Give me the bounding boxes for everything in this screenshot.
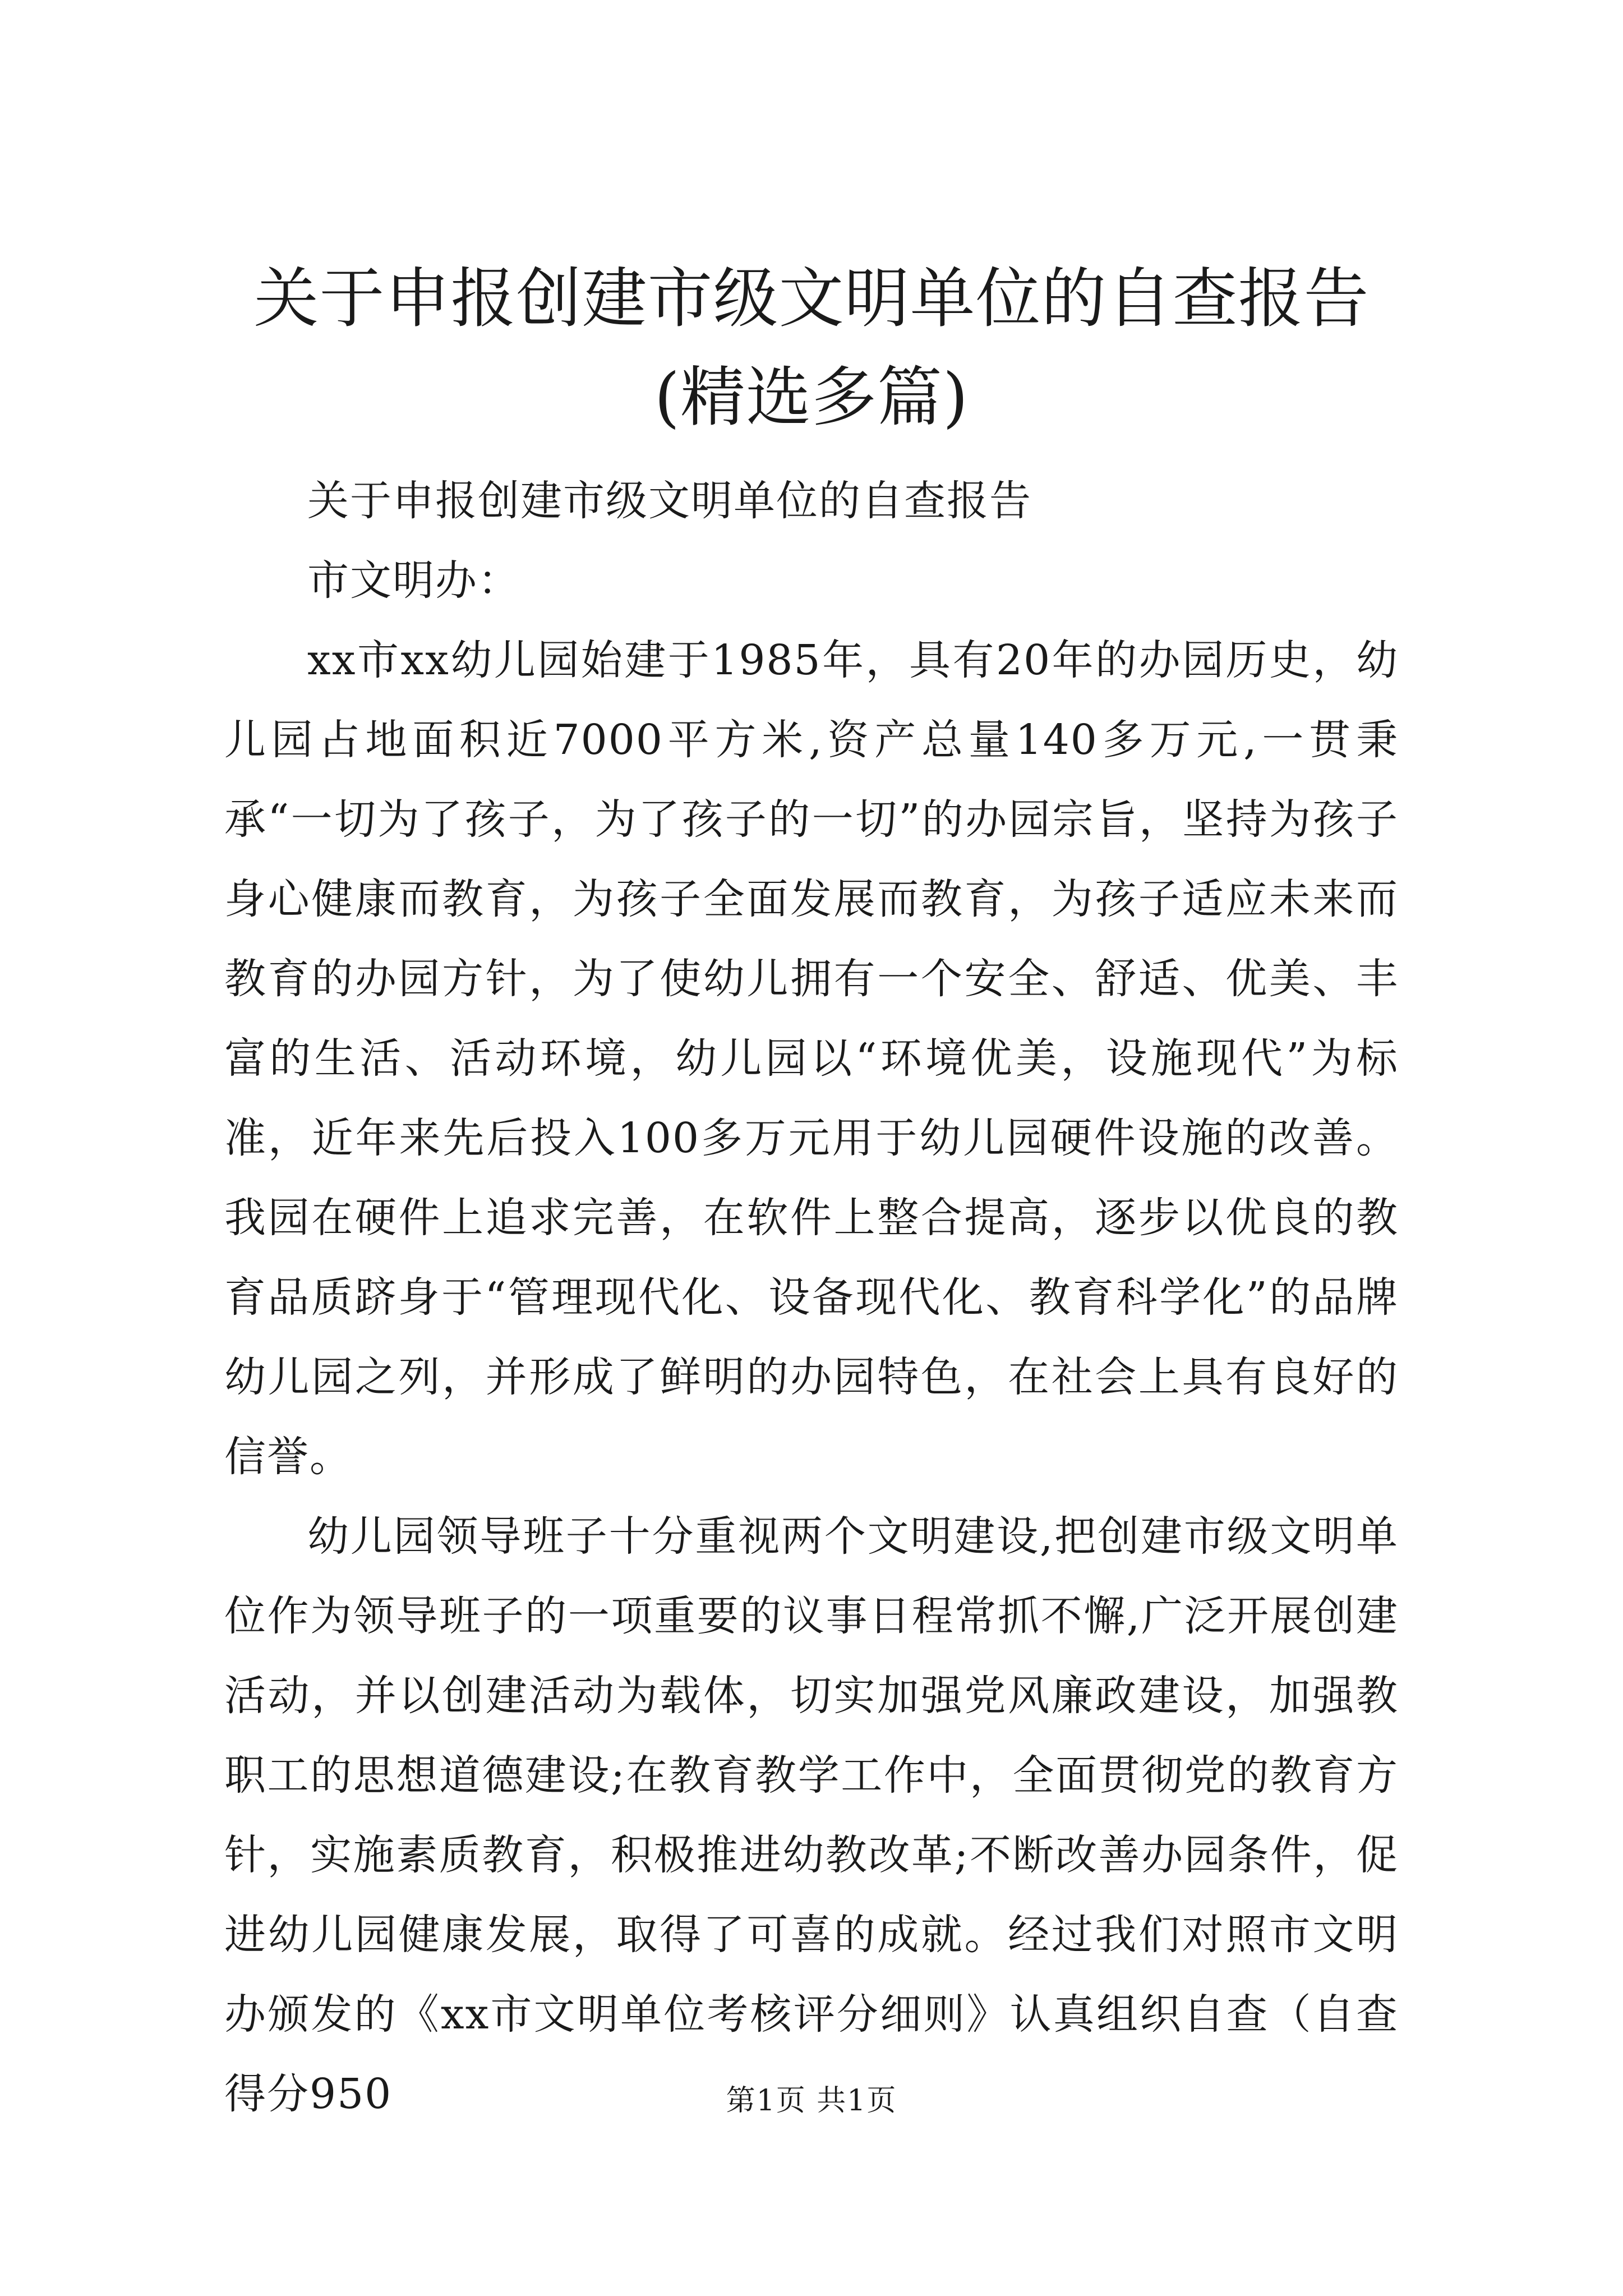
page-number-label: 第1页 共1页 (726, 2084, 897, 2118)
paragraph-introduction: xx市xx幼儿园始建于1985年，具有20年的办园历史，幼儿园占地面积近7000平方米,资产总量140多万元,一贯秉承“一切为了孩子，为了孩子的一切”的办园宗旨，坚持为孩子身心健康而教育，为孩子全面发展而教育，为孩子适应未来而教育的办园方针，为了使幼儿拥有一个安全、舒适、优美、丰富的生活、活动环境，幼儿园以“环境优美，设施现代”为标准，近年来先后投入100多万元用于幼儿园硬件设施的改善。我园在硬件上追求完善，在软件上整合提高，逐步以优良的教育品质跻身于“管理现代化、设备现代化、教育科学化”的品牌幼儿园之列，并形成了鲜明的办园特色，在社会上具有良好的信誉。 (224, 636, 1399, 1481)
paragraph-salutation: 市文明办： (307, 556, 520, 605)
paragraph-subtitle: 关于申报创建市级文明单位的自查报告 (307, 477, 1032, 525)
paragraph-leadership: 幼儿园领导班子十分重视两个文明建设,把创建市级文明单位作为领导班子的一项重要的议事日程常抓不懈,广泛开展创建活动，并以创建活动为载体，切实加强党风廉政建设，加强教职工的思想道德建设;在教育教学工作中，全面贯彻党的教育方针，实施素质教育，积极推进幼教改革;不断改善办园条件，促进幼儿园健康发展，取得了可喜的成就。经过我们对照市文明办颁发的《xx市文明单位考核评分细则》认真组织自查（自查得分950 (224, 1512, 1399, 2118)
page-footer (0, 2081, 1623, 2120)
document-title: 关于申报创建市级文明单位的自查报告(精选多篇) (253, 261, 1370, 435)
document-body (224, 461, 1399, 2134)
